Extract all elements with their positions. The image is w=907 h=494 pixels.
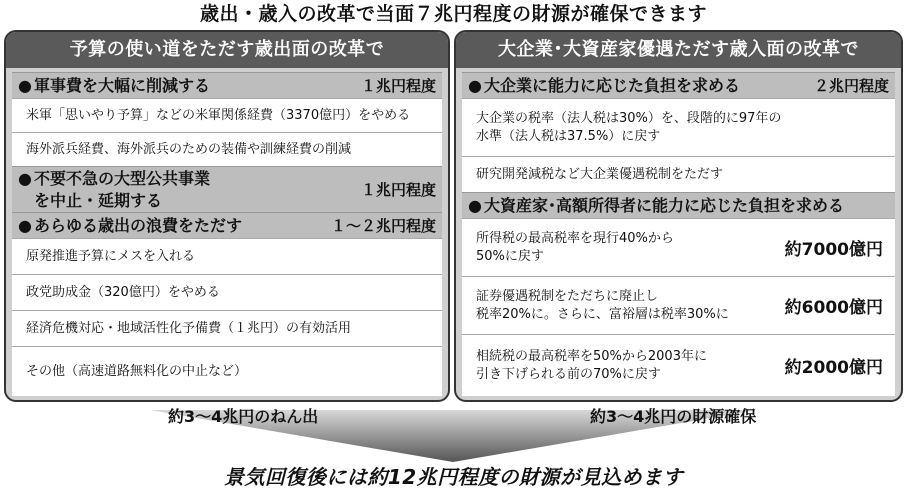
securities-tax-value: 約6000億円 xyxy=(784,298,883,318)
waste-cut-label: あらゆる歳出の浪費をただす xyxy=(33,215,242,235)
corporate-burden-heading xyxy=(462,72,895,98)
public-works-heading xyxy=(12,166,442,212)
revenue-result: 約3～4兆円の財源確保 xyxy=(590,407,757,426)
public-works-label: 不要不急の大型公共事業 を中止・延期する xyxy=(33,168,210,210)
revenue-reform-panel xyxy=(454,30,903,402)
expenditure-result: 約3～4兆円のねん出 xyxy=(168,407,319,426)
list-item: その他（高速道路無料化の中止など） xyxy=(12,346,442,396)
waste-cut-heading xyxy=(12,212,442,238)
wealthy-burden-label: 大資産家･高額所得者に能力に応じた負担を求める xyxy=(483,195,844,215)
military-cut-label: 軍事費を大幅に削減する xyxy=(33,75,210,95)
list-item: 相続税の最高税率を50%から2003年に 引き下げられる前の70%に戻す 約2000億円 xyxy=(462,334,895,396)
list-item: 所得税の最高税率を現行40%から 50%に戻す 約7000億円 xyxy=(462,218,895,276)
waste-cut-amount: １～２兆円程度 xyxy=(330,217,436,235)
income-tax-value: 約7000億円 xyxy=(784,240,883,260)
list-item: 研究開発減税など大企業優遇税制をただす xyxy=(462,156,895,192)
corporate-burden-label: 大企業に能力に応じた負担を求める xyxy=(483,75,740,95)
bullet-icon: ● xyxy=(18,168,32,188)
expenditure-panel-header: 予算の使い道をただす歳出面の改革で xyxy=(6,32,448,68)
military-cut-amount: １兆円程度 xyxy=(360,77,436,95)
bullet-icon: ● xyxy=(468,195,482,215)
public-works-amount: １兆円程度 xyxy=(360,181,436,199)
inheritance-tax-value: 約2000億円 xyxy=(784,358,883,378)
conclusion-text: 景気回復後には約12兆円程度の財源が見込めます xyxy=(223,465,684,489)
list-item: 海外派兵経費、海外派兵のための装備や訓練経費の削減 xyxy=(12,132,442,166)
revenue-panel-header: 大企業･大資産家優遇ただす歳入面の改革で xyxy=(456,32,901,68)
bullet-icon: ● xyxy=(18,75,32,95)
list-item: 大企業の税率（法人税は30%）を、段階的に97年の 水準（法人税は37.5%）に戻す xyxy=(462,98,895,156)
bullet-icon: ● xyxy=(468,75,482,95)
expenditure-reform-panel xyxy=(4,30,450,402)
main-title: 歳出・歳入の改革で当面７兆円程度の財源が確保できます xyxy=(199,3,707,25)
list-item: 証券優遇税制をただちに廃止し 税率20%に。さらに、富裕層は税率30%に 約6000億円 xyxy=(462,276,895,334)
military-cut-heading xyxy=(12,72,442,98)
list-item: 政党助成金（320億円）をやめる xyxy=(12,274,442,310)
bullet-icon: ● xyxy=(18,215,32,235)
wealthy-burden-heading xyxy=(462,192,895,218)
list-item: 米軍「思いやり予算」などの米軍関係経費（3370億円）をやめる xyxy=(12,98,442,132)
list-item: 経済危機対応・地域活性化予備費（１兆円）の有効活用 xyxy=(12,310,442,346)
list-item: 原発推進予算にメスを入れる xyxy=(12,238,442,274)
corporate-burden-amount: ２兆円程度 xyxy=(813,77,889,95)
